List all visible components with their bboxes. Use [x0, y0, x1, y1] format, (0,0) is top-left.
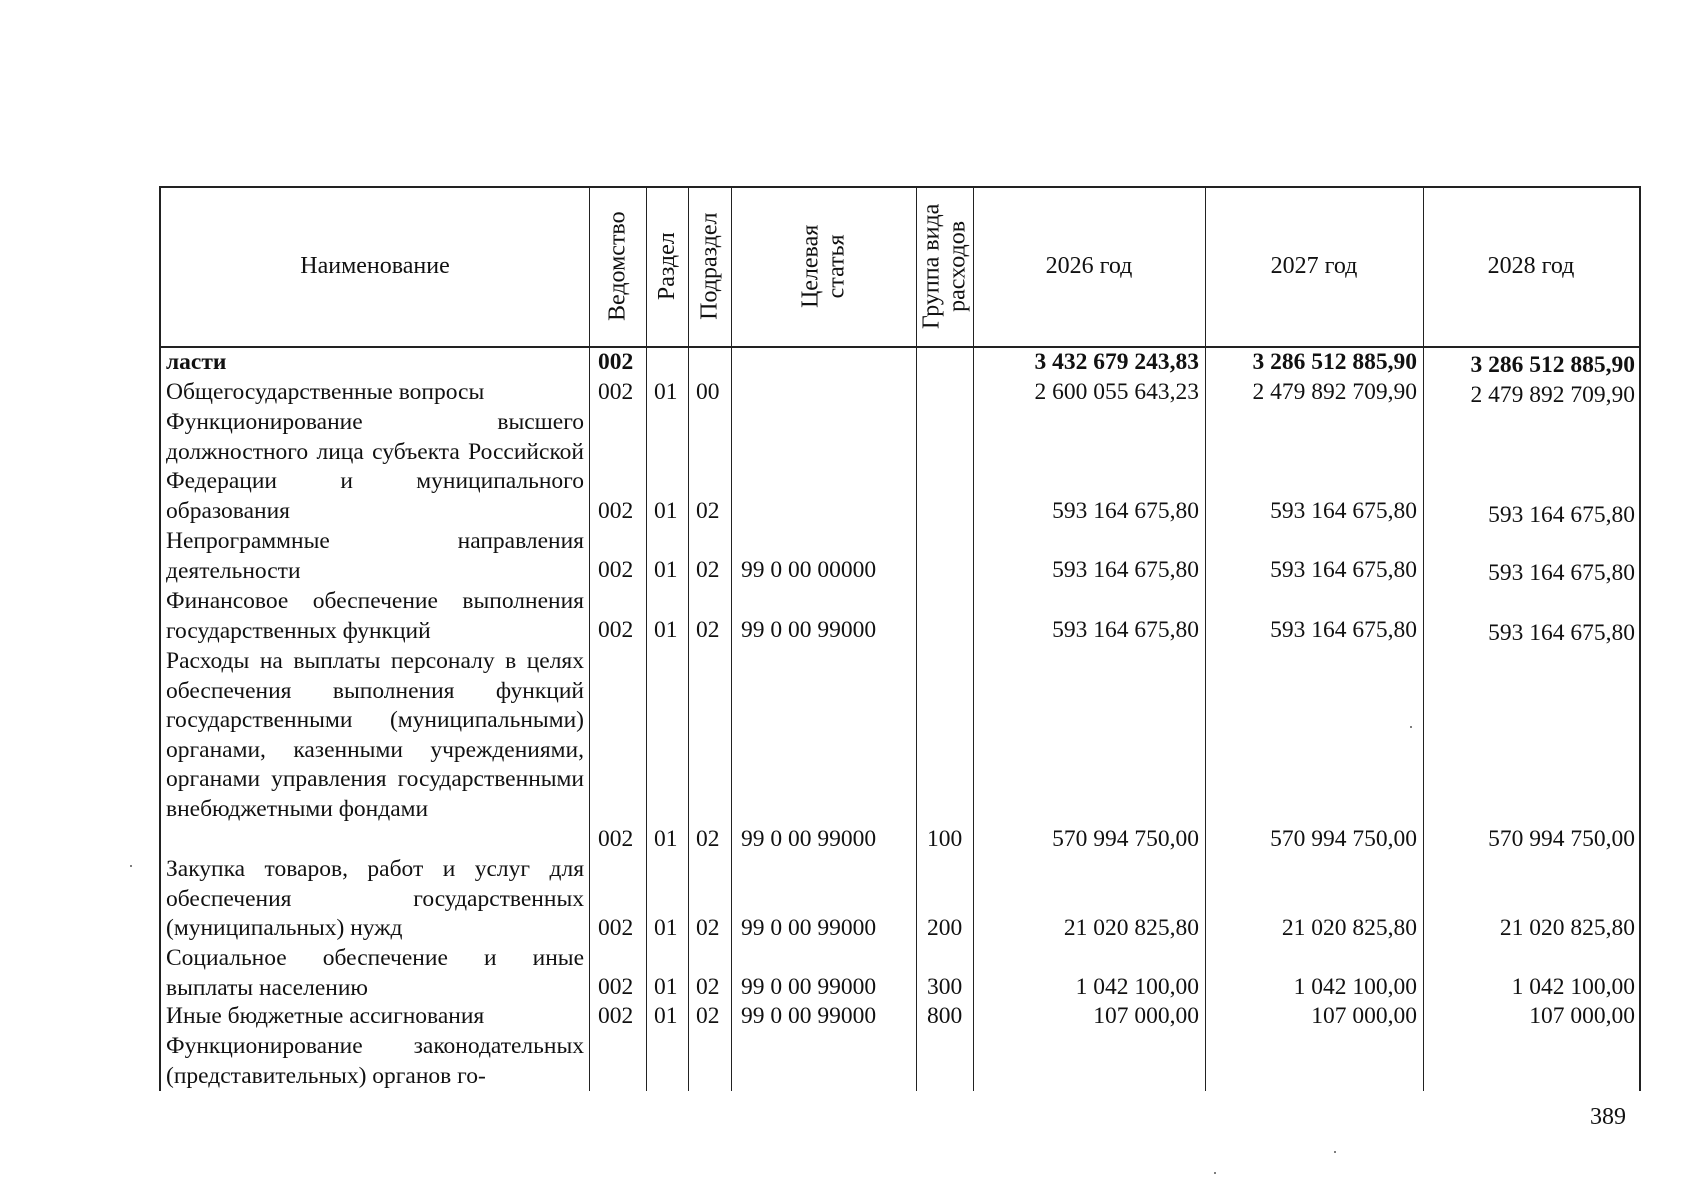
row-value-2027: 1 042 100,00	[1293, 974, 1417, 1000]
header-2026-label: 2026 год	[1045, 252, 1133, 279]
row-vedomstvo: 002	[598, 915, 634, 941]
row-value-2028: 21 020 825,80	[1499, 915, 1635, 941]
row-celevaya: 99 0 00 99000	[741, 915, 877, 941]
row-razdel: 01	[654, 498, 678, 524]
row-value-2026: 21 020 825,80	[1063, 915, 1199, 941]
scan-speck	[1334, 1151, 1336, 1153]
header-name	[161, 186, 589, 346]
header-gruppa	[916, 186, 973, 346]
row-podrazdel: 02	[696, 826, 720, 852]
row-gruppa: 200	[927, 915, 963, 941]
row-value-2026: 593 164 675,80	[1052, 617, 1199, 643]
row-razdel: 01	[654, 826, 678, 852]
row-name: Непрограммные направления деятельности	[166, 528, 584, 584]
row-name: ласти	[166, 349, 227, 375]
row-value-2026: 593 164 675,80	[1052, 557, 1199, 583]
row-name: Расходы на выплаты персоналу в целях обеспечения выполнения функций государственными (муниципальными) органами, казенными учреждениями, органами управления государственными внебюджетными фондами	[166, 648, 584, 822]
header-2026	[973, 186, 1205, 346]
row-vedomstvo: 002	[598, 826, 634, 852]
row-value-2028: 3 286 512 885,90	[1470, 352, 1635, 378]
row-razdel: 01	[654, 617, 678, 643]
row-vedomstvo: 002	[598, 498, 634, 524]
row-podrazdel: 02	[696, 617, 720, 643]
row-podrazdel: 02	[696, 1003, 720, 1029]
row-name: Общегосударственные вопросы	[166, 379, 485, 405]
scan-speck	[130, 865, 132, 867]
row-value-2026: 3 432 679 243,83	[1034, 349, 1199, 375]
row-name: Иные бюджетные ассигнования	[166, 1003, 485, 1029]
row-razdel: 01	[654, 915, 678, 941]
page-number: 389	[1590, 1104, 1626, 1130]
row-value-2026: 2 600 055 643,23	[1034, 379, 1199, 405]
header-celevaya-line1: Целевая	[797, 224, 824, 308]
row-podrazdel: 02	[696, 915, 720, 941]
row-value-2028: 593 164 675,80	[1488, 560, 1635, 586]
header-2028-label: 2028 год	[1487, 252, 1575, 279]
row-razdel: 01	[654, 379, 678, 405]
header-podrazdel	[688, 186, 731, 346]
row-podrazdel: 02	[696, 974, 720, 1000]
row-value-2027: 3 286 512 885,90	[1252, 349, 1417, 375]
header-2027	[1205, 186, 1423, 346]
row-podrazdel: 02	[696, 498, 720, 524]
row-value-2027: 21 020 825,80	[1281, 915, 1417, 941]
row-value-2027: 593 164 675,80	[1270, 557, 1417, 583]
row-celevaya: 99 0 00 99000	[741, 1003, 877, 1029]
row-value-2028: 570 994 750,00	[1488, 826, 1635, 852]
header-vedomstvo	[589, 186, 646, 346]
row-value-2027: 593 164 675,80	[1270, 498, 1417, 524]
row-name: Финансовое обеспечение выполнения государственных функций	[166, 588, 584, 644]
header-celevaya-line2: статья	[823, 234, 850, 298]
header-vedomstvo-label: Ведомство	[604, 211, 631, 321]
row-value-2028: 593 164 675,80	[1488, 620, 1635, 646]
row-razdel: 01	[654, 974, 678, 1000]
header-celevaya-label	[797, 224, 850, 307]
row-razdel: 01	[654, 557, 678, 583]
row-celevaya: 99 0 00 99000	[741, 974, 877, 1000]
row-value-2028: 2 479 892 709,90	[1470, 382, 1635, 408]
row-name: Функционирование высшего должностного лица субъекта Российской Федерации и муниципального образования	[166, 409, 584, 524]
header-name-label: Наименование	[300, 252, 450, 279]
row-podrazdel: 00	[696, 379, 720, 405]
row-value-2026: 1 042 100,00	[1075, 974, 1199, 1000]
row-value-2026: 593 164 675,80	[1052, 498, 1199, 524]
header-gruppa-line2: расходов	[944, 220, 971, 312]
row-name: Социальное обеспечение и иные выплаты населению	[166, 945, 584, 1001]
header-razdel	[646, 186, 688, 346]
scan-speck	[1410, 726, 1412, 728]
row-celevaya: 99 0 00 99000	[741, 826, 877, 852]
row-razdel: 01	[654, 1003, 678, 1029]
row-name: Закупка товаров, работ и услуг для обеспечения государственных (муниципальных) нужд	[166, 856, 584, 941]
budget-table	[159, 186, 1641, 1091]
header-2027-label: 2027 год	[1270, 252, 1358, 279]
row-vedomstvo: 002	[598, 557, 634, 583]
header-gruppa-line1: Группа вида	[918, 203, 945, 329]
row-value-2026: 570 994 750,00	[1052, 826, 1199, 852]
row-value-2027: 570 994 750,00	[1270, 826, 1417, 852]
row-vedomstvo: 002	[598, 349, 634, 375]
row-vedomstvo: 002	[598, 617, 634, 643]
row-value-2028: 107 000,00	[1529, 1003, 1635, 1029]
header-celevaya	[731, 186, 916, 346]
header-razdel-label: Раздел	[653, 232, 680, 300]
row-gruppa: 800	[927, 1003, 963, 1029]
row-value-2027: 593 164 675,80	[1270, 617, 1417, 643]
row-celevaya: 99 0 00 99000	[741, 617, 877, 643]
row-vedomstvo: 002	[598, 1003, 634, 1029]
header-2028	[1423, 186, 1639, 346]
row-value-2027: 2 479 892 709,90	[1252, 379, 1417, 405]
row-gruppa: 100	[927, 826, 963, 852]
row-gruppa: 300	[927, 974, 963, 1000]
header-gruppa-label	[918, 203, 971, 328]
row-value-2026: 107 000,00	[1093, 1003, 1199, 1029]
row-celevaya: 99 0 00 00000	[741, 557, 877, 583]
row-name: Функционирование законодательных (представительных) органов го-	[166, 1033, 584, 1089]
row-podrazdel: 02	[696, 557, 720, 583]
row-value-2028: 593 164 675,80	[1488, 502, 1635, 528]
scan-speck	[1214, 1172, 1216, 1174]
row-value-2028: 1 042 100,00	[1511, 974, 1635, 1000]
header-podrazdel-label: Подраздел	[696, 212, 723, 320]
row-value-2027: 107 000,00	[1311, 1003, 1417, 1029]
row-vedomstvo: 002	[598, 974, 634, 1000]
row-vedomstvo: 002	[598, 379, 634, 405]
